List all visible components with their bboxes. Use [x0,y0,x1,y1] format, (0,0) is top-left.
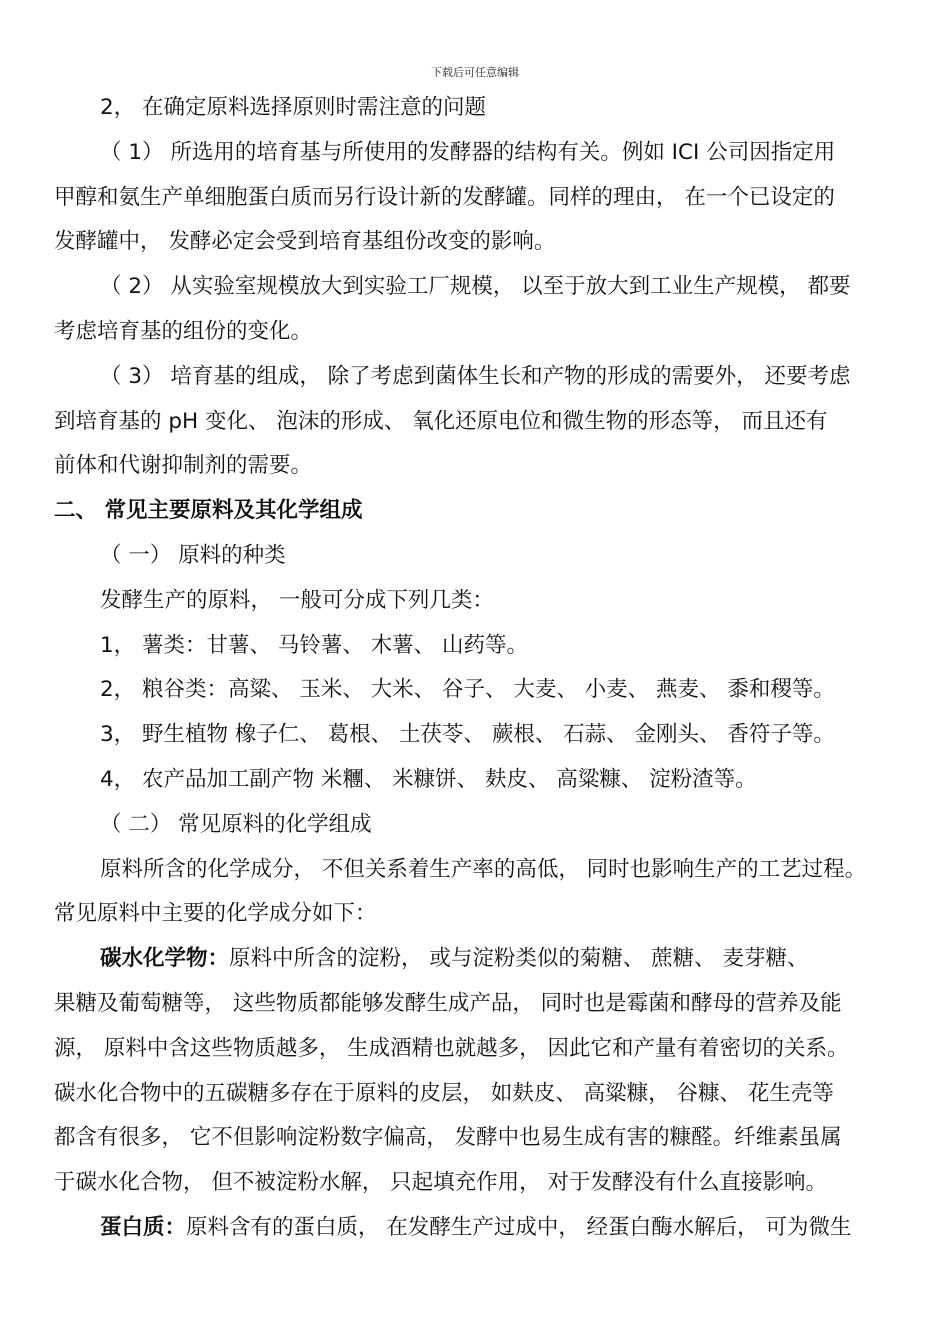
paragraph-line: （ 2） 从实验室规模放大到实验工厂规模， 以至于放大到工业生产规模， 都要 [100,274,851,300]
document-body [54,86,902,1251]
paragraph-line: 都含有很多， 它不但影响淀粉数字偏高， 发酵中也易生成有害的糠醛。纤维素虽属 [54,1125,842,1151]
list-item: 2， 粮谷类：高粱、 玉米、 大米、 谷子、 大麦、 小麦、 燕麦、 黍和稷等。 [100,677,835,703]
list-item: 4， 农产品加工副产物 米糰、 米糠饼、 麸皮、 高粱糠、 淀粉渣等。 [100,766,757,792]
paragraph-text: 原料含有的蛋白质， 在发酵生产过成中， 经蛋白酶水解后， 可为微生 [186,1214,852,1240]
paragraph-line [54,937,902,982]
section-heading: 二、 常见主要原料及其化学组成 [54,498,363,524]
paragraph-line: 前体和代谢抑制剂的需要。 [54,453,313,479]
paragraph-line: 到培育基的 pH 变化、 泡沫的形成、 氧化还原电位和微生物的形态等， 而且还有 [54,408,828,434]
page-header: 下载后可任意编辑 [431,66,519,79]
paragraph-line [54,1206,902,1251]
paragraph-line: （ 1） 所选用的培育基与所使用的发酵器的结构有关。例如 ICI 公司因指定用 [100,139,836,165]
paragraph-line: 于碳水化合物， 但不被淀粉水解， 只起填充作用， 对于发酵没有什么直接影响。 [54,1170,828,1196]
paragraph-line: （ 3） 培育基的组成， 除了考虑到菌体生长和产物的形成的需要外， 还要考虑 [100,363,851,389]
paragraph-line: 原料所含的化学成分， 不但关系着生产率的高低， 同时也影响生产的工艺过程。 [100,856,867,882]
paragraph-text: 原料中所含的淀粉， 或与淀粉类似的菊糖、 蔗糖、 麦芽糖、 [229,946,809,972]
paragraph-line: 源， 原料中含这些物质越多， 生成酒精也就越多， 因此它和产量有着密切的关系。 [54,1035,849,1061]
subsection-heading: （ 一） 原料的种类 [100,542,286,568]
term-carbohydrate: 碳水化学物： [100,946,230,972]
paragraph-line: 发酵罐中， 发酵必定会受到培育基组份改变的影响。 [54,229,556,255]
paragraph-line: 碳水化合物中的五碳糖多存在于原料的皮层， 如麸皮、 高粱糠， 谷糠、 花生壳等 [54,1080,834,1106]
list-item: 1， 薯类：甘薯、 马铃薯、 木薯、 山药等。 [100,632,529,658]
paragraph-line: 考虑培育基的组份的变化。 [54,318,313,344]
term-protein: 蛋白质： [100,1214,187,1240]
paragraph-line: 果糖及葡萄糖等， 这些物质都能够发酵生成产品， 同时也是霉菌和酵母的营养及能 [54,990,842,1016]
subsection-heading: 2， 在确定原料选择原则时需注意的问题 [100,95,487,120]
subsection-heading: （ 二） 常见原料的化学组成 [100,811,372,837]
paragraph-line: 发酵生产的原料， 一般可分成下列几类： [100,587,494,613]
list-item: 3， 野生植物 橡子仁、 葛根、 土茯苓、 蕨根、 石蒜、 金刚头、 香符子等。 [100,722,835,748]
paragraph-line: 常见原料中主要的化学成分如下： [54,901,377,927]
paragraph-line: 甲醇和氨生产单细胞蛋白质而另行设计新的发酵罐。同样的理由， 在一个已设定的 [54,184,835,210]
